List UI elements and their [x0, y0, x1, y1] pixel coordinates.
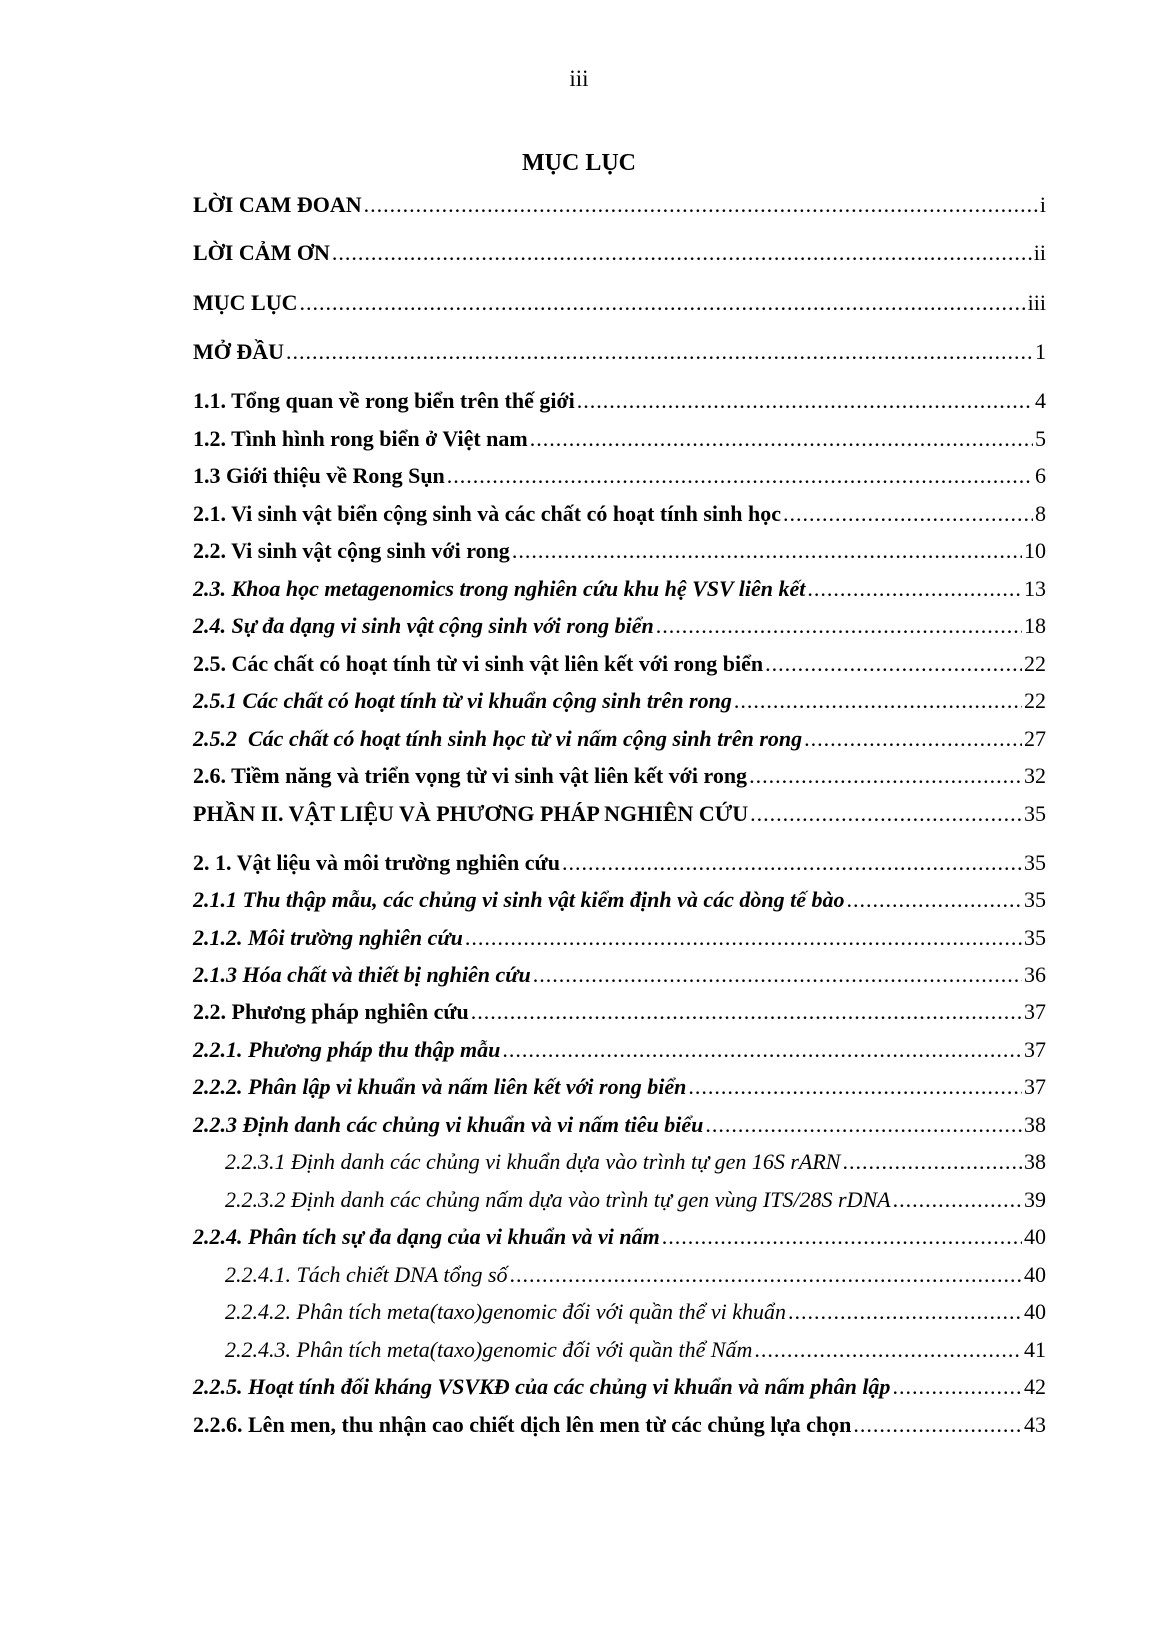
toc-entry[interactable] — [193, 461, 1046, 491]
leader-dots — [749, 761, 1022, 791]
toc-entry-label: 2.2.6. Lên men, thu nhận cao chiết dịch lên men từ các chủng lựa chọn — [193, 1412, 852, 1437]
toc-entry-page: 32 — [1024, 763, 1046, 788]
toc-entry[interactable] — [225, 1297, 1046, 1327]
toc-entry[interactable] — [193, 574, 1046, 604]
page-number: iii — [569, 66, 589, 91]
toc-entry[interactable] — [193, 1222, 1046, 1252]
toc-entry-label: 2.2.4. Phân tích sự đa dạng của vi khuẩn và vi nấm — [193, 1224, 660, 1249]
toc-entry-page: 38 — [1024, 1149, 1046, 1174]
leader-dots — [734, 686, 1022, 716]
toc-entry-page: iii — [1027, 290, 1046, 315]
toc-entry[interactable] — [193, 190, 1046, 220]
toc-entry-page: 22 — [1024, 688, 1046, 713]
leader-dots — [765, 649, 1022, 679]
toc-entry[interactable] — [193, 1372, 1046, 1402]
toc-entry-label: 2.3. Khoa học metagenomics trong nghiên cứu khu hệ VSV liên kết — [193, 576, 806, 601]
toc-entry[interactable] — [225, 1335, 1046, 1365]
toc-entry[interactable] — [193, 923, 1046, 953]
toc-entry-label: 1.1. Tổng quan về rong biển trên thế giới — [193, 388, 575, 413]
toc-entry-label: 2.1.2. Môi trường nghiên cứu — [193, 925, 463, 950]
toc-entry[interactable] — [193, 686, 1046, 716]
toc-entry[interactable] — [193, 799, 1046, 829]
toc-entry[interactable] — [193, 611, 1046, 641]
leader-dots — [286, 337, 1033, 367]
toc-entry-page: 40 — [1024, 1299, 1046, 1324]
toc-entry-page: 38 — [1024, 1112, 1046, 1137]
toc-entry-page: 40 — [1024, 1224, 1046, 1249]
toc-entry[interactable] — [193, 536, 1046, 566]
toc-entry-page: 35 — [1024, 925, 1046, 950]
toc-entry-page: 36 — [1024, 962, 1046, 987]
leader-dots — [783, 499, 1033, 529]
toc-entry-label: 1.2. Tình hình rong biển ở Việt nam — [193, 426, 528, 451]
toc-entry-label: PHẦN II. VẬT LIỆU VÀ PHƯƠNG PHÁP NGHIÊN CỨU — [193, 801, 749, 826]
toc-entry-label: 2.2.3 Định danh các chủng vi khuẩn và vi nấm tiêu biểu — [193, 1112, 704, 1137]
toc-entry[interactable] — [225, 1147, 1046, 1177]
leader-dots — [332, 238, 1032, 268]
toc-entry[interactable] — [193, 424, 1046, 454]
toc-title: MỤC LỤC — [522, 150, 636, 176]
leader-dots — [577, 386, 1033, 416]
toc-entry[interactable] — [193, 499, 1046, 529]
toc-entry-page: 40 — [1024, 1262, 1046, 1287]
toc-entry[interactable] — [193, 1035, 1046, 1065]
leader-dots — [533, 960, 1022, 990]
toc-entry-page: 39 — [1024, 1187, 1046, 1212]
toc-entry-label: 2.2. Vi sinh vật cộng sinh với rong — [193, 538, 510, 563]
toc-entry-label: 2.5.1 Các chất có hoạt tính từ vi khuẩn cộng sinh trên rong — [193, 688, 732, 713]
leader-dots — [512, 536, 1022, 566]
toc-entry[interactable] — [193, 1410, 1046, 1440]
toc-entry-page: 41 — [1024, 1337, 1046, 1362]
toc-entry-page: 22 — [1024, 651, 1046, 676]
toc-entry-page: 27 — [1024, 726, 1046, 751]
toc-entry-page: 42 — [1024, 1374, 1046, 1399]
toc-entry-page: 6 — [1035, 463, 1046, 488]
toc-entry-label: LỜI CẢM ƠN — [193, 240, 330, 265]
leader-dots — [754, 1335, 1022, 1365]
toc-entry-label: LỜI CAM ĐOAN — [193, 192, 362, 217]
toc-entry[interactable] — [225, 1185, 1046, 1215]
toc-entry[interactable] — [193, 724, 1046, 754]
toc-entry-page: 1 — [1035, 339, 1046, 364]
leader-dots — [656, 611, 1022, 641]
toc-entry[interactable] — [193, 337, 1046, 367]
toc-entry-label: 2.1.3 Hóa chất và thiết bị nghiên cứu — [193, 962, 531, 987]
toc-entry-page: 37 — [1024, 1037, 1046, 1062]
toc-entry[interactable] — [193, 761, 1046, 791]
toc-entry[interactable] — [193, 885, 1046, 915]
leader-dots — [688, 1072, 1022, 1102]
leader-dots — [807, 574, 1022, 604]
leader-dots — [447, 461, 1033, 491]
toc-entry[interactable] — [193, 288, 1046, 318]
toc-entry-label: 2.1. Vi sinh vật biển cộng sinh và các chất có hoạt tính sinh học — [193, 501, 781, 526]
leader-dots — [750, 799, 1022, 829]
toc-entry[interactable] — [193, 848, 1046, 878]
leader-dots — [471, 997, 1022, 1027]
toc-entry[interactable] — [225, 1260, 1046, 1290]
toc-entry-page: i — [1039, 192, 1046, 217]
toc-entry[interactable] — [193, 238, 1046, 268]
leader-dots — [804, 724, 1022, 754]
toc-entry-label: 2.1.1 Thu thập mẫu, các chủng vi sinh vật kiểm định và các dòng tế bào — [193, 887, 845, 912]
leader-dots — [300, 288, 1026, 318]
leader-dots — [893, 1185, 1022, 1215]
toc-entry-label: 2.2.1. Phương pháp thu thập mẫu — [193, 1037, 501, 1062]
leader-dots — [853, 1410, 1022, 1440]
toc-entry-label: 2.2.4.3. Phân tích meta(taxo)genomic đối với quần thể Nấm — [225, 1337, 753, 1362]
toc-entry-label: 2.2.4.1. Tách chiết DNA tổng số — [225, 1262, 508, 1287]
toc-entry[interactable] — [193, 649, 1046, 679]
leader-dots — [510, 1260, 1022, 1290]
toc-entry-label: 2.2.5. Hoạt tính đối kháng VSVKĐ của các chủng vi khuẩn và nấm phân lập — [193, 1374, 891, 1399]
leader-dots — [846, 885, 1022, 915]
toc-entry-page: 5 — [1035, 426, 1046, 451]
toc-entry-page: 35 — [1024, 801, 1046, 826]
toc-entry-label: MỤC LỤC — [193, 290, 298, 315]
toc-entry[interactable] — [193, 997, 1046, 1027]
toc-entry-page: ii — [1033, 240, 1046, 265]
toc-entry-page: 13 — [1024, 576, 1046, 601]
toc-entry-page: 37 — [1024, 999, 1046, 1024]
toc-entry-label: 2.5.2 Các chất có hoạt tính sinh học từ vi nấm cộng sinh trên rong — [193, 726, 803, 751]
toc-entry-label: 2.2.2. Phân lập vi khuẩn và nấm liên kết với rong biển — [193, 1074, 687, 1099]
leader-dots — [705, 1110, 1022, 1140]
toc-entry-label: MỞ ĐẦU — [193, 339, 285, 364]
toc-entry[interactable] — [193, 386, 1046, 416]
toc-entry-page: 18 — [1024, 613, 1046, 638]
table-of-contents — [193, 0, 1046, 1637]
toc-entry-page: 37 — [1024, 1074, 1046, 1099]
toc-entry-page: 10 — [1024, 538, 1046, 563]
toc-entry[interactable] — [193, 1110, 1046, 1140]
leader-dots — [842, 1147, 1022, 1177]
toc-entry-label: 2.2.4.2. Phân tích meta(taxo)genomic đối với quần thể vi khuẩn — [225, 1299, 786, 1324]
toc-entry-label: 2.2.3.1 Định danh các chủng vi khuẩn dựa vào trình tự gen 16S rARN — [225, 1149, 841, 1174]
toc-entry-label: 1.3 Giới thiệu về Rong Sụn — [193, 463, 445, 488]
leader-dots — [502, 1035, 1022, 1065]
leader-dots — [465, 923, 1022, 953]
leader-dots — [788, 1297, 1022, 1327]
toc-entry-page: 35 — [1024, 850, 1046, 875]
toc-entry-label: 2.6. Tiềm năng và triển vọng từ vi sinh vật liên kết với rong — [193, 763, 748, 788]
leader-dots — [662, 1222, 1022, 1252]
toc-entry-label: 2.2. Phương pháp nghiên cứu — [193, 999, 469, 1024]
toc-entry-label: 2.4. Sự đa dạng vi sinh vật cộng sinh với rong biển — [193, 613, 654, 638]
toc-entry-page: 35 — [1024, 887, 1046, 912]
toc-entry-label: 2.5. Các chất có hoạt tính từ vi sinh vật liên kết với rong biển — [193, 651, 764, 676]
toc-entry-page: 43 — [1024, 1412, 1046, 1437]
toc-entry[interactable] — [193, 1072, 1046, 1102]
toc-entry[interactable] — [193, 960, 1046, 990]
leader-dots — [530, 424, 1033, 454]
leader-dots — [562, 848, 1022, 878]
toc-entry-label: 2. 1. Vật liệu và môi trường nghiên cứu — [193, 850, 560, 875]
toc-entry-page: 8 — [1035, 501, 1046, 526]
leader-dots — [364, 190, 1038, 220]
leader-dots — [892, 1372, 1022, 1402]
toc-entry-label: 2.2.3.2 Định danh các chủng nấm dựa vào trình tự gen vùng ITS/28S rDNA — [225, 1187, 891, 1212]
toc-entry-page: 4 — [1035, 388, 1046, 413]
